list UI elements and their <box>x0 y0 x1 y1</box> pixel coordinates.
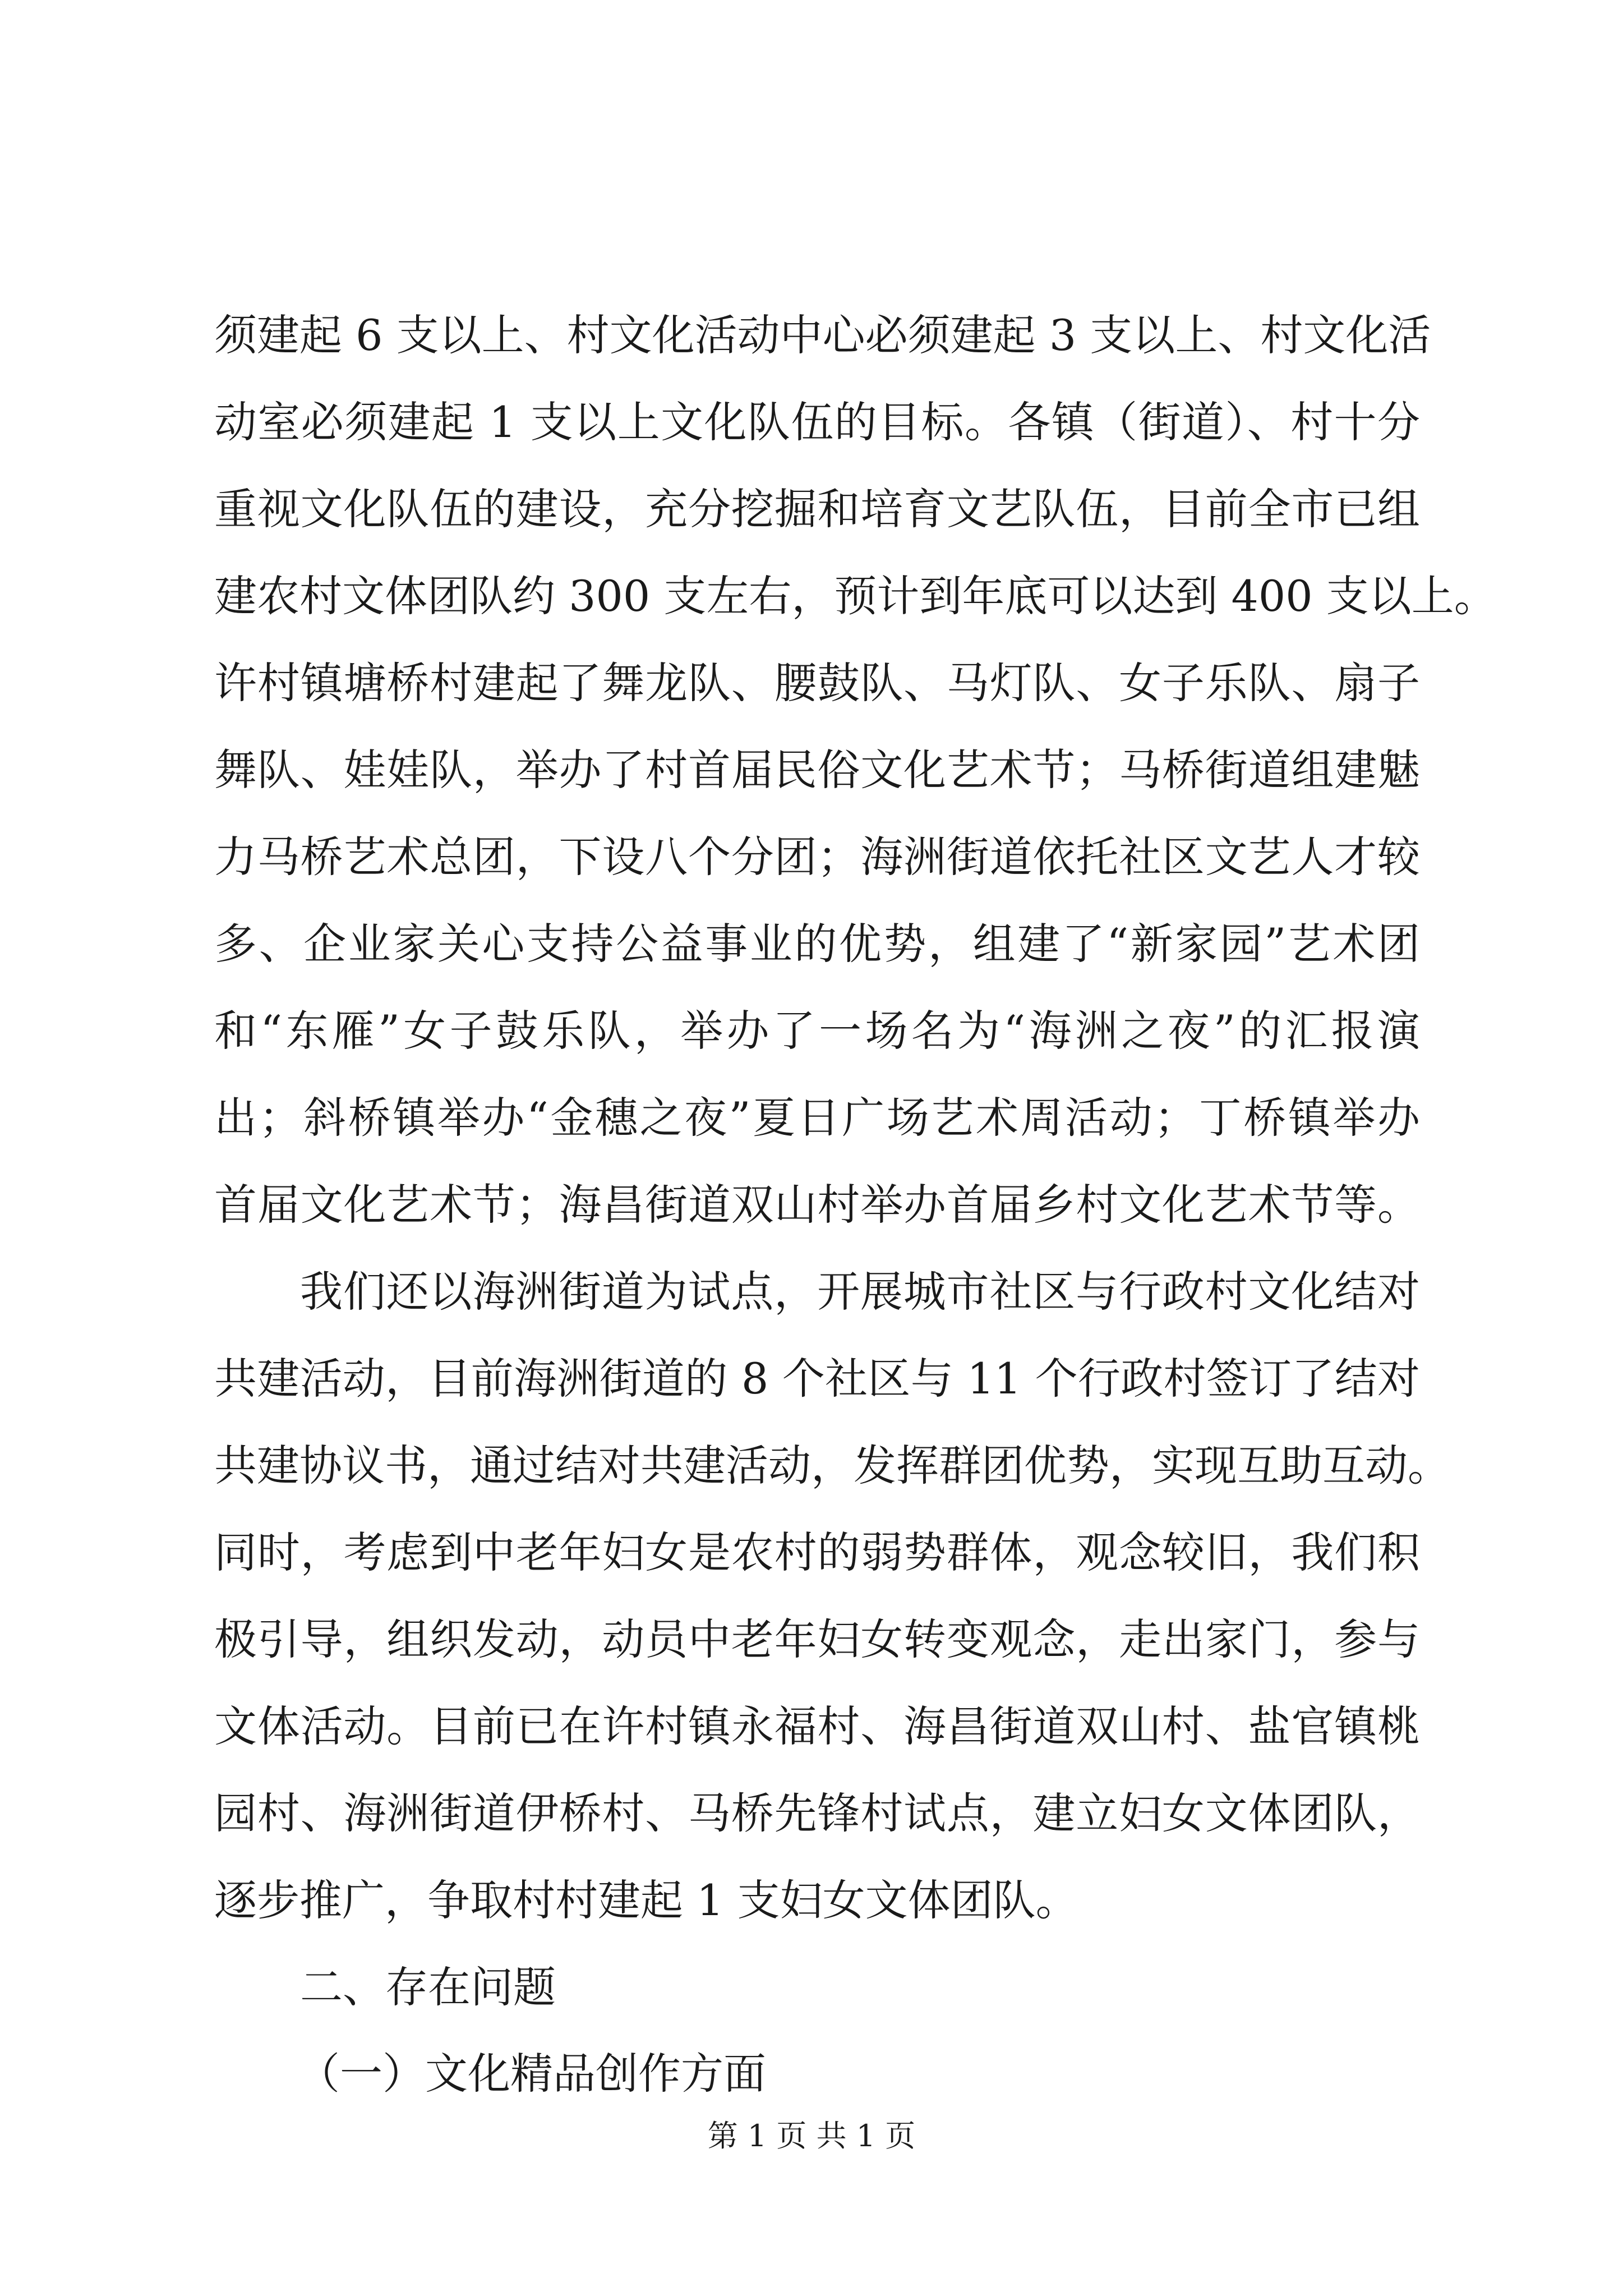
body-text-line: 和“东雁”女子鼓乐队，举办了一场名为“海洲之夜”的汇报演 <box>214 1006 1420 1056</box>
body-text-line: 建农村文体团队约 300 支左右，预计到年底可以达到 400 支以上。 <box>214 571 1497 621</box>
body-text-line: 须建起 6 支以上、村文化活动中心必须建起 3 支以上、村文化活 <box>214 310 1431 360</box>
body-text-line: 出；斜桥镇举办“金穗之夜”夏日广场艺术周活动；丁桥镇举办 <box>214 1093 1420 1143</box>
body-text-line: 重视文化队伍的建设，充分挖掘和培育文艺队伍，目前全市已组 <box>214 484 1420 534</box>
body-text-line: 力马桥艺术总团，下设八个分团；海洲街道依托社区文艺人才较 <box>214 832 1420 882</box>
body-text-line: 共建协议书，通过结对共建活动，发挥群团优势，实现互助互动。 <box>214 1441 1450 1490</box>
subsection-heading: （一）文化精品创作方面 <box>297 2049 766 2099</box>
body-text-line: 动室必须建起 1 支以上文化队伍的目标。各镇（街道）、村十分 <box>214 397 1420 447</box>
body-text-line: 共建活动，目前海洲街道的 8 个社区与 11 个行政村签订了结对 <box>214 1354 1420 1404</box>
page-footer: 第 1 页 共 1 页 <box>707 2118 916 2154</box>
body-text-line: 极引导，组织发动，动员中老年妇女转变观念，走出家门，参与 <box>214 1614 1420 1664</box>
body-text-line: 逐步推广，争取村村建起 1 支妇女文体团队。 <box>214 1875 1078 1925</box>
body-text-line: 我们还以海洲街道为试点，开展城市社区与行政村文化结对 <box>300 1267 1420 1317</box>
section-heading: 二、存在问题 <box>300 1962 556 2012</box>
body-text-line: 园村、海洲街道伊桥村、马桥先锋村试点，建立妇女文体团队， <box>214 1788 1420 1838</box>
body-text-line: 许村镇塘桥村建起了舞龙队、腰鼓队、马灯队、女子乐队、扇子 <box>214 658 1420 708</box>
body-text-line: 同时，考虑到中老年妇女是农村的弱势群体，观念较旧，我们积 <box>214 1527 1420 1577</box>
body-text-line: 舞队、娃娃队，举办了村首届民俗文化艺术节；马桥街道组建魅 <box>214 745 1420 795</box>
body-text-line: 首届文化艺术节；海昌街道双山村举办首届乡村文化艺术节等。 <box>214 1180 1420 1230</box>
body-text-line: 多、企业家关心支持公益事业的优势，组建了“新家园”艺术团 <box>214 919 1420 969</box>
body-text-line: 文体活动。目前已在许村镇永福村、海昌街道双山村、盐官镇桃 <box>214 1701 1420 1751</box>
